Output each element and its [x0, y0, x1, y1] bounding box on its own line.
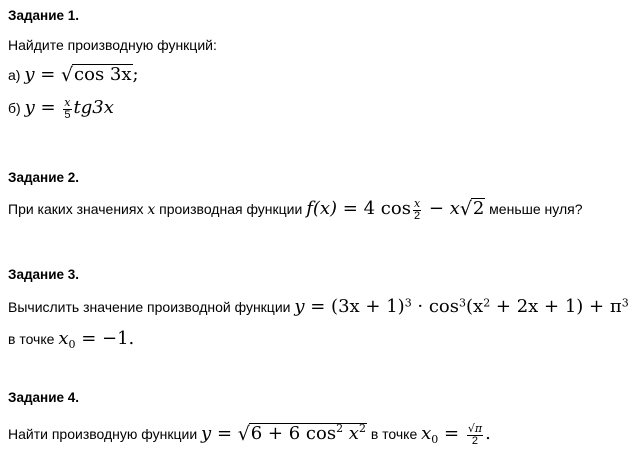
task-3-point-var: x [58, 328, 69, 349]
task-4-point-eq: = [438, 423, 465, 444]
part-b-rest: tg3x [73, 97, 114, 118]
task-3-part2: · cos [411, 296, 460, 317]
fraction-denominator: 2 [413, 209, 421, 222]
task-4-lhs: y [201, 423, 212, 444]
task-4-text-before: Найти производную функции [8, 426, 202, 442]
radical-sign-icon: √ [459, 198, 472, 220]
task-4-rad-part1: 6 + 6 cos [250, 423, 337, 444]
task-2-fraction [413, 198, 421, 222]
task-2-text-mid: производная функции [155, 201, 307, 217]
task-2-rad-body: 2 [472, 198, 485, 219]
task-4-rad-exp2: 2 [358, 422, 366, 435]
task-2-eq: = 4 cos [337, 198, 411, 219]
task-2-body [8, 198, 583, 222]
task-3-point-sub: 0 [68, 337, 76, 351]
task-2-minus: − x [423, 198, 460, 219]
part-a-label: а) [8, 67, 21, 83]
task-4-rad-body [249, 423, 367, 445]
task-4-point-text: в точке [366, 426, 422, 442]
task-3-part3: (x [466, 296, 484, 317]
part-a-sqrt [61, 64, 132, 86]
part-b-fraction [63, 97, 71, 121]
task-3-part4: + 2x + 1) + π [490, 296, 622, 317]
task-3-lhs: y [294, 296, 305, 317]
task-4-point-var: x [421, 423, 432, 444]
task-3-point [8, 328, 134, 349]
fraction-numerator: x [64, 96, 71, 110]
part-a-rad-body: cos 3x [74, 64, 132, 85]
task-3-point-val: = −1. [75, 328, 135, 349]
task-3-exp3: 2 [483, 296, 491, 310]
task-4-sqrt [238, 423, 367, 445]
part-a-end: ; [132, 64, 139, 85]
task-4-end: . [485, 423, 491, 444]
fraction-denominator: 2 [471, 434, 479, 447]
task-3-exp1: 3 [404, 296, 412, 310]
part-b-eq: = [34, 97, 62, 118]
part-a-eq: = [34, 64, 62, 85]
task-3-header: Задание 3. [8, 267, 80, 282]
task-4-header: Задание 4. [8, 390, 80, 405]
task-4-rad-part2: x [343, 423, 359, 444]
task-1-intro: Найдите производную функций: [8, 37, 217, 53]
fraction-numerator: x [413, 197, 421, 211]
task-4-fraction [467, 423, 483, 447]
task-2-text-after: меньше нуля? [485, 201, 583, 217]
task-2-sqrt [460, 198, 485, 220]
task-3-part1: = (3x + 1) [304, 296, 405, 317]
part-a-lhs: y [24, 64, 35, 85]
task-4-rad-exp: 2 [336, 422, 344, 435]
task-4-eq: = [211, 423, 238, 444]
radical-sign-icon: √ [61, 64, 74, 86]
task-1-part-a [8, 64, 139, 86]
fraction-numerator: √π [467, 422, 483, 436]
task-2-var-x: x [147, 202, 156, 218]
task-3-exp2: 3 [459, 296, 467, 310]
task-4-point-sub: 0 [431, 432, 439, 446]
radical-sign-icon: √ [237, 423, 250, 445]
task-1-part-b [8, 97, 114, 121]
fraction-denominator: 5 [64, 108, 71, 121]
task-2-header: Задание 2. [8, 170, 80, 185]
fraction-numerator-pi: π [474, 422, 483, 436]
task-3-body [8, 296, 629, 317]
part-b-lhs: y [24, 97, 35, 118]
task-2-text-before: При каких значениях [8, 201, 148, 217]
task-3-text-before: Вычислить значение производной функции [8, 299, 295, 315]
task-2-fx: f(x) [306, 198, 338, 219]
task-4-body [8, 423, 491, 447]
task-3-exp4: 3 [621, 296, 629, 310]
task-3-point-text: в точке [8, 331, 59, 347]
part-b-label: б) [8, 100, 21, 116]
task-1-header: Задание 1. [8, 8, 80, 23]
